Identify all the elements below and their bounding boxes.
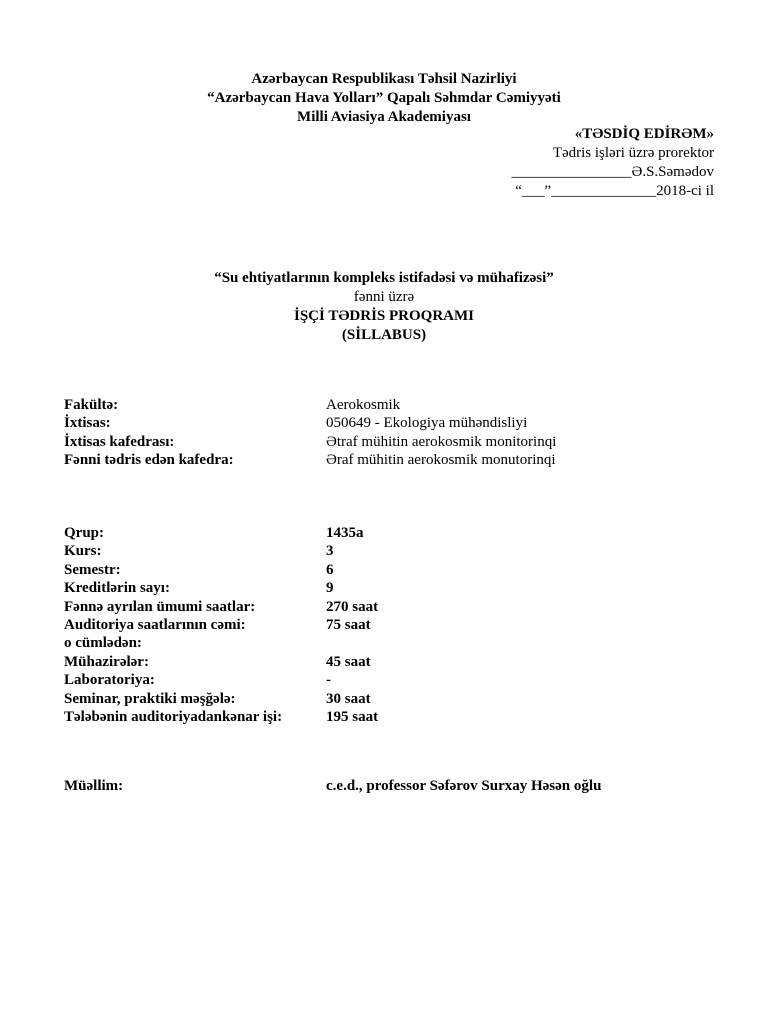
institution-header [0, 70, 768, 127]
program-title: İŞÇİ TƏDRİS PROQRAMI [294, 308, 474, 324]
info-row [64, 598, 378, 616]
info-key: Mühazirələr: [64, 653, 149, 670]
info-row [64, 561, 378, 579]
teacher-name: c.e.d., professor Səfərov Surxay Həsən oğlu [326, 778, 602, 794]
info-row [64, 616, 378, 634]
info-value: Əraf mühitin aerokosmik monutorinqi [326, 452, 556, 469]
info-key: İxtisas kafedrası: [64, 433, 175, 450]
info-key: Tələbənin auditoriyadankənar işi: [64, 709, 283, 726]
info-row [64, 634, 378, 652]
info-row [64, 433, 556, 451]
subject-subtitle: fənni üzrə [353, 289, 415, 305]
info-value: 3 [326, 543, 334, 560]
info-key: Seminar, praktiki məşğələ: [64, 690, 236, 707]
info-key: Auditoriya saatlarının cəmi: [64, 617, 246, 634]
info-value: 050649 - Ekologiya mühəndisliyi [326, 415, 528, 432]
info-row [64, 414, 556, 432]
info-value: Aerokosmik [326, 397, 401, 413]
approval-signature: ________________Ə.S.Səmədov [511, 164, 714, 180]
info-value: 6 [326, 561, 334, 578]
course-info [64, 524, 378, 726]
faculty-info [64, 396, 556, 470]
approval-title: «TƏSDİQ EDİRƏM» [574, 126, 714, 142]
teacher-row [64, 778, 601, 795]
teacher-label: Müəllim: [64, 778, 124, 794]
approval-block [512, 125, 715, 201]
info-row [64, 671, 378, 689]
info-value: 45 saat [326, 653, 371, 670]
ministry-name: Azərbaycan Respublikası Təhsil Nazirliyi [251, 71, 517, 87]
info-key: Fənnə ayrılan ümumi saatlar: [64, 598, 256, 615]
info-key: İxtisas: [64, 415, 111, 432]
info-key: Fənni tədris edən kafedra: [64, 452, 234, 469]
info-value: 195 saat [326, 709, 379, 726]
info-key: Kurs: [64, 543, 102, 560]
subject-title: “Su ehtiyatlarının kompleks istifadəsi və mühafizəsi” [214, 270, 554, 286]
info-row [64, 524, 378, 542]
document-title-block [0, 269, 768, 345]
info-row [64, 690, 378, 708]
syllabus-label: (SİLLABUS) [341, 327, 427, 343]
info-row [64, 396, 556, 414]
info-value: Ətraf mühitin aerokosmik monitorinqi [326, 433, 557, 450]
info-row [64, 542, 378, 560]
info-value: 75 saat [326, 617, 371, 634]
info-row [64, 579, 378, 597]
info-value: - [326, 672, 331, 689]
info-key: Qrup: [64, 525, 105, 541]
info-key: Laboratoriya: [64, 672, 155, 689]
approval-date: “___”______________2018-ci il [515, 183, 714, 199]
info-key: Kreditlərin sayı: [64, 580, 170, 597]
info-value: 270 saat [326, 598, 379, 615]
info-row [64, 451, 556, 469]
info-value: 30 saat [326, 690, 371, 707]
info-row [64, 653, 378, 671]
info-key: Semestr: [64, 561, 121, 578]
info-row [64, 708, 378, 726]
info-value: 1435a [326, 525, 364, 541]
company-name: “Azərbaycan Hava Yolları” Qapalı Səhmdar Cəmiyyəti [207, 90, 561, 106]
info-key: Fakültə: [64, 397, 119, 413]
info-key: o cümlədən: [64, 635, 142, 652]
info-value: 9 [326, 580, 334, 597]
academy-name: Milli Aviasiya Akademiyası [297, 109, 471, 125]
approval-role: Tədris işləri üzrə prorektor [552, 145, 714, 161]
